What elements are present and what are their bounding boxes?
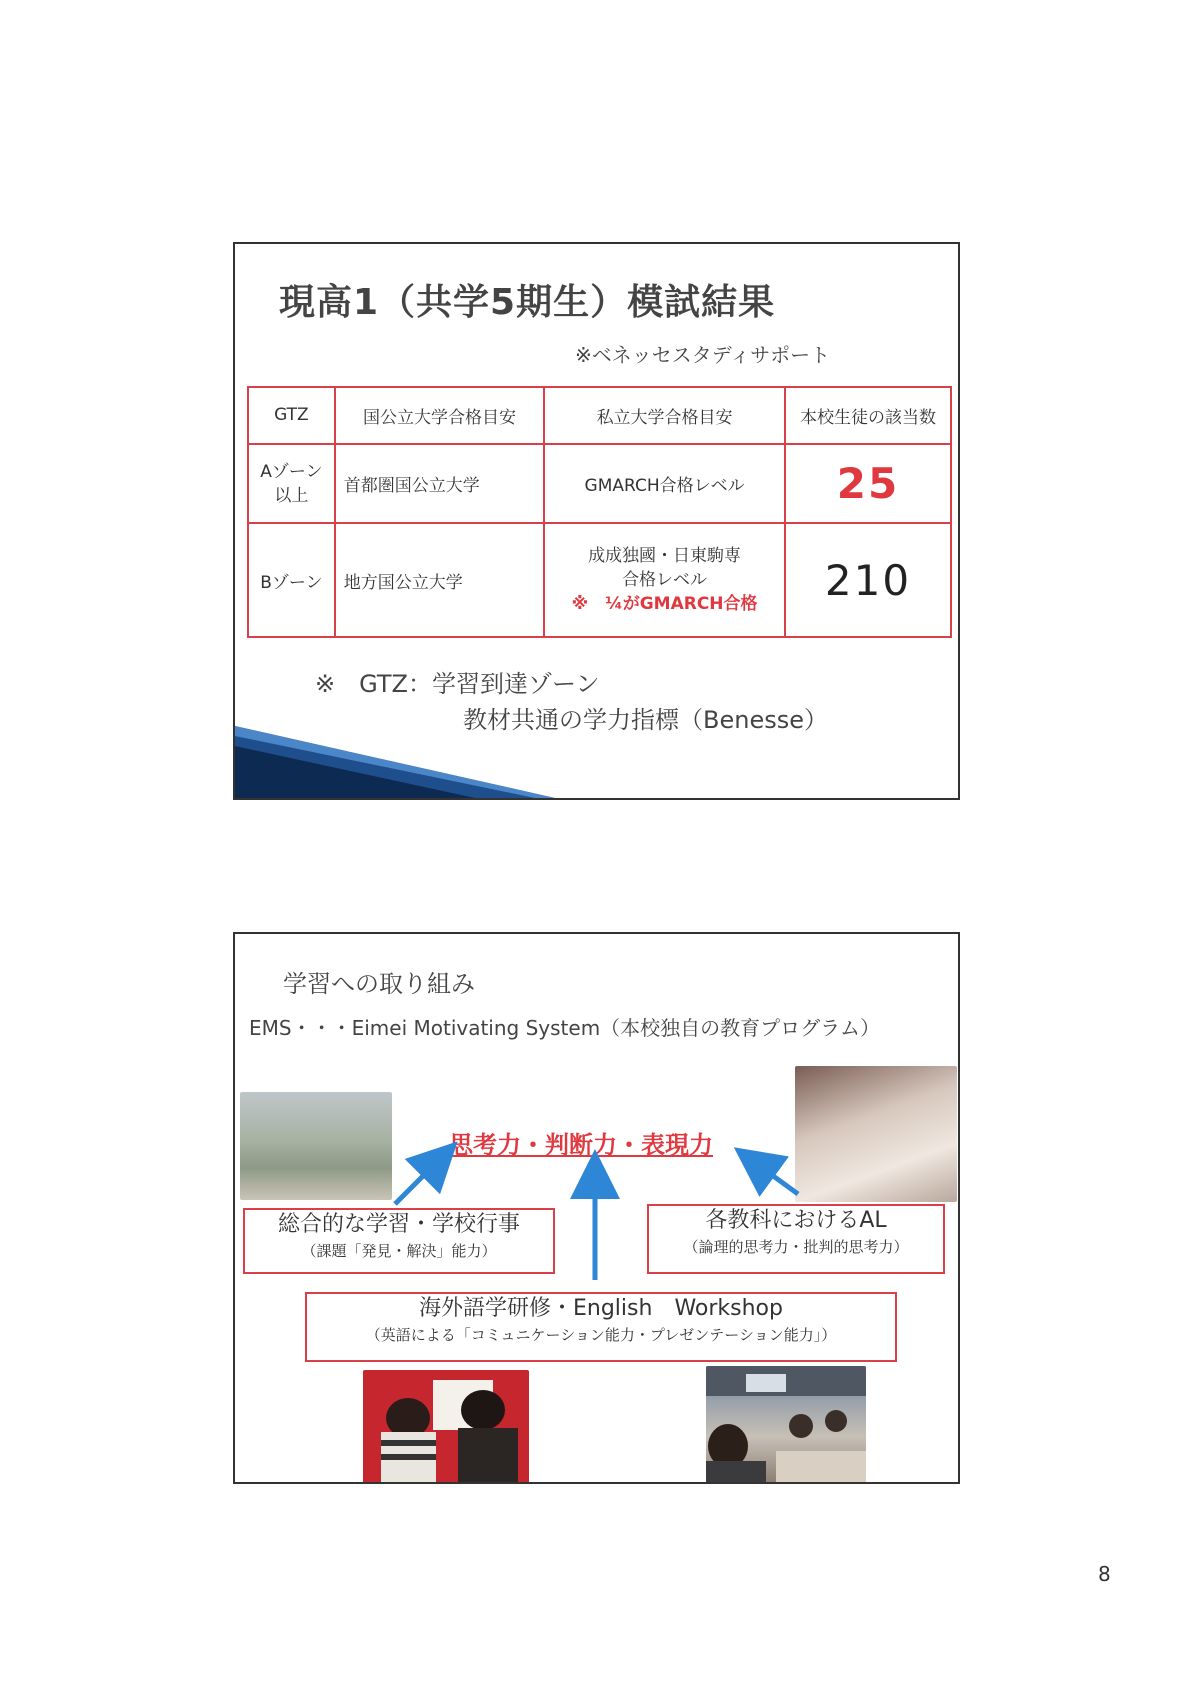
slide-mock-exam-results xyxy=(233,242,960,800)
photo-content xyxy=(363,1370,529,1484)
box-main-text: 海外語学研修・English Workshop xyxy=(419,1296,783,1321)
arrow-left-icon xyxy=(395,1159,440,1204)
private-cell xyxy=(544,523,785,637)
ems-description: EMS・・・Eimei Motivating System（本校独自の教育プログラム） xyxy=(249,1016,880,1040)
private-line: 成成独國・日東駒専 xyxy=(588,546,742,567)
zone-label-sub: 以上 xyxy=(274,485,309,506)
zone-cell: Bゾーン xyxy=(248,523,335,637)
gtz-note: ※ GTZ：学習到達ゾーン xyxy=(315,670,600,698)
header-private: 私立大学合格目安 xyxy=(544,387,785,444)
photo-content xyxy=(706,1366,866,1484)
private-line: 合格レベル xyxy=(622,570,708,591)
arrow-right-icon xyxy=(754,1162,798,1194)
header-gtz: GTZ xyxy=(248,387,335,444)
gtz-note-sub: 教材共通の学力指標（Benesse） xyxy=(463,706,828,734)
table-row xyxy=(248,523,951,637)
zone-label: Aゾーン xyxy=(260,461,323,482)
national-cell: 地方国公立大学 xyxy=(335,523,544,637)
count-cell xyxy=(785,523,951,637)
slide-title: 現高1（共学5期生）模試結果 xyxy=(279,282,776,323)
source-note: ※ベネッセスタディサポート xyxy=(575,343,831,367)
private-cell: GMARCH合格レベル xyxy=(544,444,785,523)
count-cell xyxy=(785,444,951,523)
header-count: 本校生徒の該当数 xyxy=(785,387,951,444)
private-note: ※ ¼がGMARCH合格 xyxy=(571,594,758,615)
table-header-row xyxy=(248,387,951,444)
box-sub-text: （論理的思考力・批判的思考力） xyxy=(683,1238,909,1256)
slide-learning-initiatives xyxy=(233,932,960,1484)
core-skills-label: 思考力・判断力・表現力 xyxy=(449,1131,713,1159)
box-main-text: 総合的な学習・学校行事 xyxy=(277,1212,520,1237)
count-value: 25 xyxy=(836,459,900,509)
integrated-study-box xyxy=(243,1208,555,1274)
active-learning-box xyxy=(647,1204,945,1274)
box-sub-text: （課題「発見・解決」能力） xyxy=(301,1242,497,1260)
workshop-class-photo xyxy=(706,1366,866,1484)
count-value: 210 xyxy=(824,555,912,605)
overseas-training-box xyxy=(305,1292,897,1362)
zone-table xyxy=(247,386,952,638)
national-cell: 首都圏国公立大学 xyxy=(335,444,544,523)
header-national: 国公立大学合格目安 xyxy=(335,387,544,444)
page-number: 8 xyxy=(1098,1562,1111,1586)
box-sub-text: （英語による「コミュニケーション能力・プレゼンテーション能力」） xyxy=(365,1326,837,1344)
slide-title: 学習への取り組み xyxy=(283,970,475,998)
table-row xyxy=(248,444,951,523)
box-main-text: 各教科におけるAL xyxy=(705,1208,887,1233)
english-workshop-photo xyxy=(363,1370,529,1484)
zone-cell xyxy=(248,444,335,523)
slide-decoration xyxy=(235,706,555,798)
